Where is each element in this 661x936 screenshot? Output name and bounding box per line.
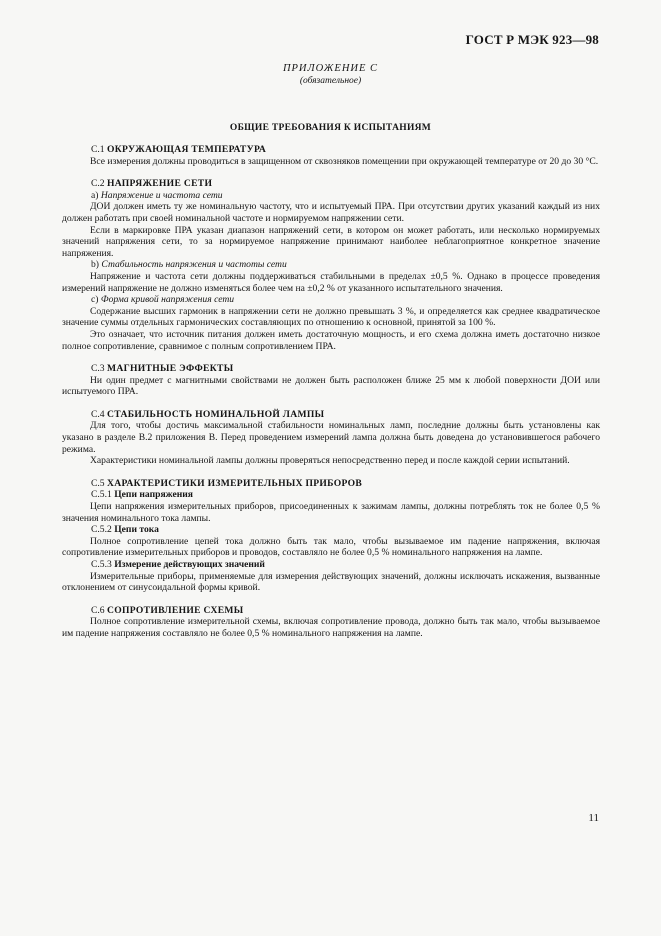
paragraph: Все измерения должны проводиться в защищенном от сквозняков помещении при окружающей температуре от 20 до 30 °С. xyxy=(90,155,599,167)
item-label: а) xyxy=(91,189,99,201)
paragraph: Ни один предмет с магнитными свойствами не должен быть расположен ближе 25 мм к любой поверхности ДОИ или испытуемого ПРА. xyxy=(62,374,600,398)
paragraph: ДОИ должен иметь ту же номинальную частоту, что и испытуемый ПРА. При отсутствии других указаний каждый из них должен работать при своей номинальной частоте и нормируемом напряжении сети. xyxy=(62,201,600,224)
section-title: ХАРАКТЕРИСТИКИ ИЗМЕРИТЕЛЬНЫХ ПРИБОРОВ xyxy=(107,477,363,489)
paragraph: Характеристики номинальной лампы должны проверяться непосредственно перед и после каждой серии испытаний. xyxy=(90,455,570,467)
section-c2-heading xyxy=(62,178,600,190)
section-number: С.2 xyxy=(91,178,105,190)
section-number: С.1 xyxy=(91,144,105,155)
subsection-title: Цепи напряжения xyxy=(114,489,193,501)
document-title: ОБЩИЕ ТРЕБОВАНИЯ К ИСПЫТАНИЯМ xyxy=(229,123,432,133)
subsection-c53-heading xyxy=(62,559,600,571)
page-number: 11 xyxy=(588,812,599,824)
section-c6-heading xyxy=(62,605,600,617)
subsection-a-heading xyxy=(62,190,600,202)
subsection-number: С.5.2 xyxy=(91,524,112,536)
section-title: ОКРУЖАЮЩАЯ ТЕМПЕРАТУРА xyxy=(107,144,267,155)
paragraph: Если в маркировке ПРА указан диапазон напряжений сети, в котором он может работать, или несколько нормируемых значений напряжения сети, то за нормируемое напряжение принимают наиболее неблагоприятное конкретное значение напряжения. xyxy=(62,224,600,259)
section-c3-heading xyxy=(62,363,600,375)
subsection-number: С.5.1 xyxy=(91,489,112,501)
appendix-heading xyxy=(0,62,661,87)
section-title: НАПРЯЖЕНИЕ СЕТИ xyxy=(107,178,213,190)
paragraph: Цепи напряжения измерительных приборов, присоединенных к зажимам лампы, должны потреблять ток не более 0,5 % значения номинального тока лампы. xyxy=(62,501,600,524)
section-number: С.6 xyxy=(91,604,105,616)
section-number: С.5 xyxy=(91,477,105,489)
item-title: Форма кривой напряжения сети xyxy=(100,294,235,306)
subsection-title: Цепи тока xyxy=(114,524,159,536)
subsection-c51-heading xyxy=(62,489,600,501)
appendix-title: ПРИЛОЖЕНИЕ С xyxy=(282,63,379,74)
paragraph: Полное сопротивление цепей тока должно быть так мало, чтобы вызываемое им падение напряжения, включая сопротивление измерительных приборов и проводов, составляло не более 0,5 % номинального напряжения на лампе. xyxy=(62,535,600,559)
paragraph: Измерительные приборы, применяемые для измерения действующих значений, должны исключать искажения, вызванные отклонением от синусоидальной формы кривой. xyxy=(62,570,600,594)
section-title: СОПРОТИВЛЕНИЕ СХЕМЫ xyxy=(107,604,244,616)
item-title: Стабильность напряжения и частоты сети xyxy=(101,259,287,271)
paragraph: Полное сопротивление измерительной схемы, включая сопротивление провода, должно быть так мало, чтобы вызываемое им падение напряжения составляло не более 0,5 % номинального напряжения на лампе. xyxy=(62,616,600,639)
paragraph: Содержание высших гармоник в напряжении сети не должно превышать 3 %, и определяется как среднее квадратическое значение суммы отдельных гармонических составляющих по отношению к основной, принятой за 100 %. xyxy=(62,305,600,329)
standard-header: ГОСТ Р МЭК 923—98 xyxy=(465,32,599,47)
subsection-c-heading xyxy=(62,294,600,306)
paragraph: Напряжение и частота сети должны поддерживаться стабильными в пределах ±0,5 %. Однако в процессе проведения измерений напряжение не должно изменяться более чем на ±0,2 % от указанного испытательного значения. xyxy=(62,270,600,294)
section-number: С.4 xyxy=(91,408,105,420)
appendix-status: (обязательное) xyxy=(299,76,362,86)
item-title: Напряжение и частота сети xyxy=(100,189,223,201)
subsection-c52-heading xyxy=(62,524,600,536)
section-c4-heading xyxy=(62,409,600,421)
section-title: МАГНИТНЫЕ ЭФФЕКТЫ xyxy=(107,363,234,375)
section-c1-heading xyxy=(62,144,600,156)
section-number: С.3 xyxy=(91,363,105,375)
subsection-b-heading xyxy=(62,259,600,271)
paragraph: Это означает, что источник питания должен иметь достаточную мощность, и его схема должна иметь достаточно низкое полное сопротивление, сравнимое с полным сопротивлением ПРА. xyxy=(62,328,600,352)
item-label: b) xyxy=(91,259,99,271)
item-label: с) xyxy=(91,294,99,306)
document-body xyxy=(62,144,600,640)
paragraph: Для того, чтобы достичь максимальной стабильности номинальных ламп, последние должны быть установлены как указано в разделе В.2 приложения В. Перед проведением измерений лампа должна быть доведена до установившегося рабочего режима. xyxy=(62,420,600,455)
section-c5-heading xyxy=(62,478,600,490)
subsection-number: С.5.3 xyxy=(91,559,112,570)
section-title: СТАБИЛЬНОСТЬ НОМИНАЛЬНОЙ ЛАМПЫ xyxy=(107,408,325,420)
subsection-title: Измерение действующих значений xyxy=(114,559,265,570)
